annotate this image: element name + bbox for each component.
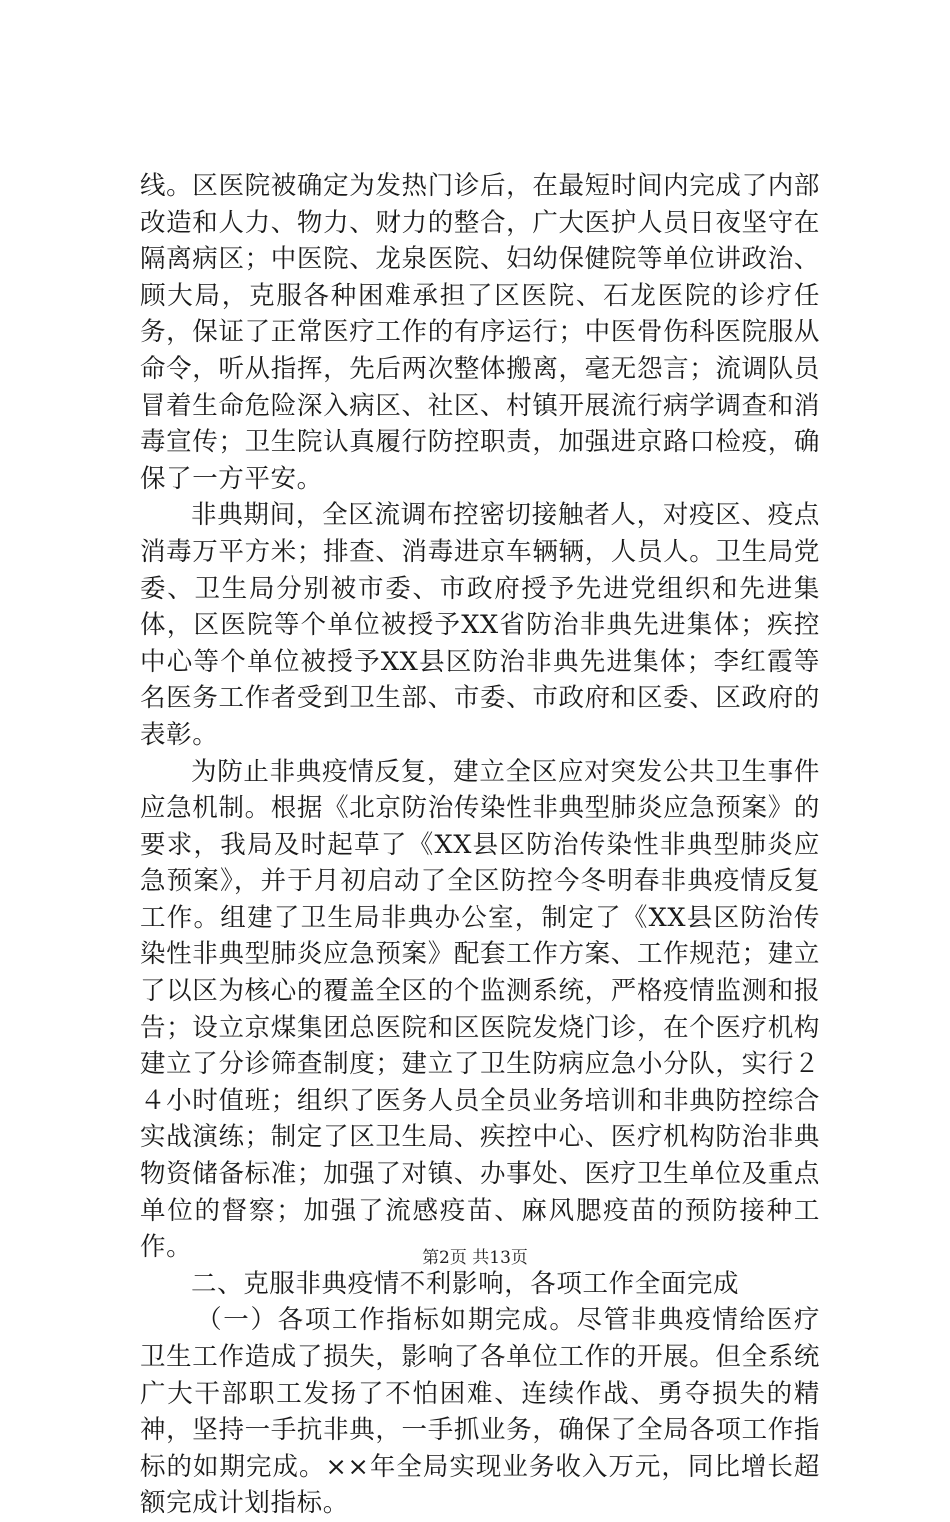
document-body — [140, 168, 820, 1522]
paragraph-3: 为防止非典疫情反复，建立全区应对突发公共卫生事件应急机制。根据《北京防治传染性非典型肺炎应急预案》的要求，我局及时起草了《XX县区防治传染性非典型肺炎应急预案》，并于月初启动了全区防控今冬明春非典疫情反复工作。组建了卫生局非典办公室，制定了《XX县区防治传染性非典型肺炎应急预案》配套工作方案、工作规范；建立了以区为核心的覆盖全区的个监测系统，严格疫情监测和报告；设立京煤集团总医院和区医院发烧门诊，在个医疗机构建立了分诊筛查制度；建立了卫生防病应急小分队，实行２４小时值班；组织了医务人员全员业务培训和非典防控综合实战演练；制定了区卫生局、疾控中心、医疗机构防治非典物资储备标准；加强了对镇、办事处、医疗卫生单位及重点单位的督察；加强了流感疫苗、麻风腮疫苗的预防接种工作。 — [140, 756, 820, 1263]
paragraph-4: （一）各项工作指标如期完成。尽管非典疫情给医疗卫生工作造成了损失，影响了各单位工作的开展。但全系统广大干部职工发扬了不怕困难、连续作战、勇夺损失的精神，坚持一手抗非典，一手抓业务，确保了全局各项工作指标的如期完成。××年全局实现业务收入万元，同比增长超额完成计划指标。 — [140, 1305, 820, 1519]
paragraph-2: 非典期间，全区流调布控密切接触者人，对疫区、疫点消毒万平方米；排查、消毒进京车辆辆，人员人。卫生局党委、卫生局分别被市委、市政府授予先进党组织和先进集体，区医院等个单位被授予XX省防治非典先进集体；疾控中心等个单位被授予XX县区防治非典先进集体；李红霞等名医务工作者受到卫生部、市委、市政府和区委、区政府的表彰。 — [140, 500, 820, 750]
page-footer: 第2页 共13页 — [422, 1248, 528, 1268]
paragraph-1: 线。区医院被确定为发热门诊后，在最短时间内完成了内部改造和人力、物力、财力的整合，广大医护人员日夜坚守在隔离病区；中医院、龙泉医院、妇幼保健院等单位讲政治、顾大局，克服各种困难承担了区医院、石龙医院的诊疗任务，保证了正常医疗工作的有序运行；中医骨伤科医院服从命令，听从指挥，先后两次整体搬离，毫无怨言；流调队员冒着生命危险深入病区、社区、村镇开展流行病学调查和消毒宣传；卫生院认真履行防控职责，加强进京路口检疫，确保了一方平安。 — [140, 171, 820, 494]
section-heading: 二、克服非典疫情不利影响，各项工作全面完成 — [191, 1268, 740, 1299]
